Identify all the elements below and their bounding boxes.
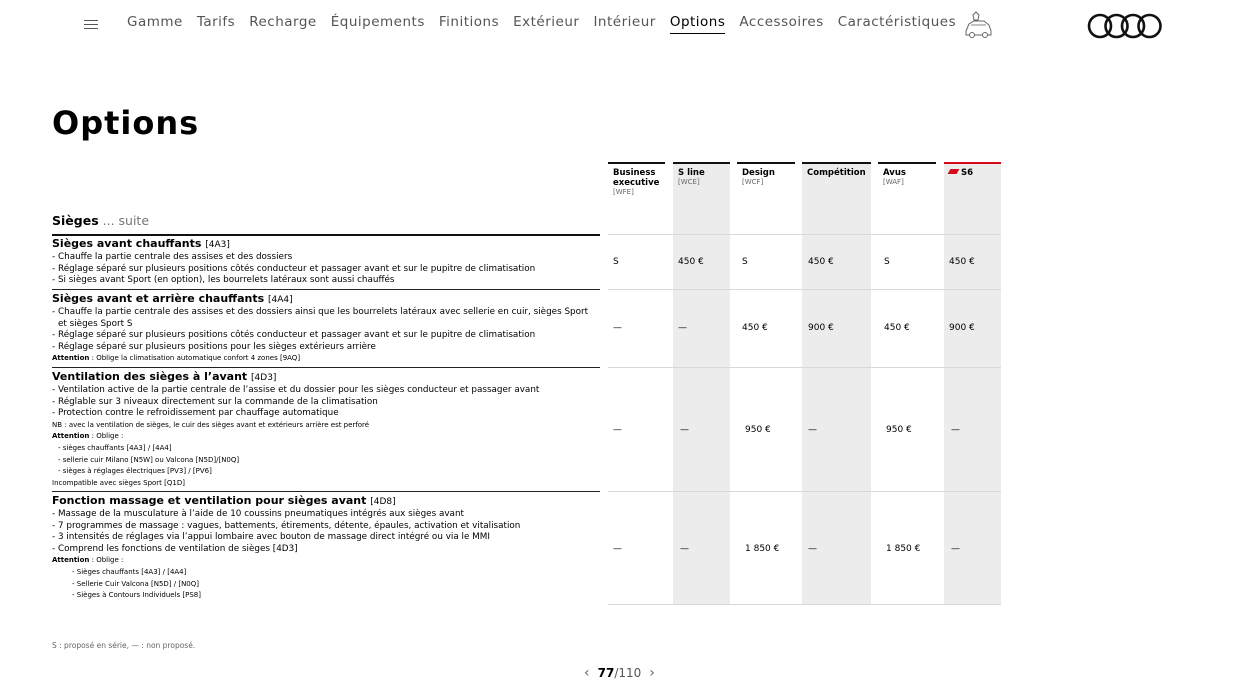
value-cell: —: [808, 425, 817, 435]
column-header-s-line: [673, 162, 730, 202]
option-title-wrap: [52, 292, 600, 307]
nav-item-equipements[interactable]: Équipements: [330, 14, 425, 30]
option-line: - Massage de la musculature à l’aide de 10 coussins pneumatiques intégrés aux sièges avant: [52, 509, 464, 519]
value-cell: —: [951, 544, 960, 554]
option-separator: [52, 289, 600, 290]
value-cell: S: [613, 257, 619, 267]
value-cell: —: [680, 425, 689, 435]
option-code: [4D8]: [370, 497, 396, 507]
option-title: Sièges avant et arrière chauffants: [52, 292, 265, 305]
value-cell: 900 €: [808, 323, 834, 333]
chevron-left-icon[interactable]: ‹: [584, 665, 590, 681]
value-cell: —: [808, 544, 817, 554]
option-separator: [52, 491, 600, 492]
section-divider: [52, 234, 600, 236]
section-title: [52, 213, 149, 228]
option-title-wrap: [52, 237, 600, 252]
option-attention: [52, 431, 600, 443]
column-code: [WCF]: [742, 178, 764, 186]
option-line: - Réglable sur 3 niveaux directement sur la commande de la climatisation: [52, 396, 378, 407]
value-cell: 450 €: [678, 257, 704, 267]
option-line: - Ventilation active de la partie centrale de l’assise et du dossier pour les sièges conducteur et passager avant: [52, 385, 540, 395]
total-pages: /110: [614, 666, 642, 680]
nav-item-finitions[interactable]: Finitions: [438, 14, 500, 30]
top-navigation: [0, 0, 1244, 50]
nav-item-caracteristiques[interactable]: Caractéristiques: [837, 14, 957, 30]
nav-item-accessoires[interactable]: Accessoires: [739, 14, 824, 30]
column-header-business-executive: [608, 162, 665, 202]
chevron-right-icon[interactable]: ›: [649, 665, 655, 681]
option-attention: [52, 555, 600, 567]
car-configurator-icon[interactable]: [962, 11, 994, 41]
option-line: - Chauffe la partie centrale des assises et des dossiers ainsi que les bourrelets latéraux avec sellerie en cuir, sièges Sport: [52, 307, 589, 317]
value-cell: —: [613, 544, 622, 554]
hamburger-menu-icon[interactable]: [84, 20, 98, 30]
option-seats-heated-front: [52, 237, 600, 287]
legend-footnote: S : proposé en série, — : non proposé.: [52, 641, 196, 650]
value-cell: —: [680, 544, 689, 554]
value-cell: 950 €: [886, 425, 912, 435]
value-cell: —: [613, 323, 622, 333]
row-separator: [608, 491, 1001, 492]
nav-item-gamme[interactable]: Gamme: [127, 14, 183, 30]
column-name: Avus: [883, 168, 906, 178]
option-title: Sièges avant chauffants: [52, 237, 202, 250]
attention-label: Attention: [52, 556, 90, 565]
attention-text: : Oblige :: [89, 556, 124, 565]
option-sub-line: - Sièges chauffants [4A3] / [4A4]: [72, 567, 187, 576]
column-header-avus: [878, 162, 936, 202]
value-cell: 950 €: [745, 425, 771, 435]
attention-text: : Oblige :: [89, 432, 124, 441]
attention-label: Attention: [52, 354, 90, 363]
option-sub-line: - sièges à réglages électriques [PV3] / [PV6]: [58, 467, 212, 476]
column-header-s6: [944, 162, 1001, 202]
value-cell: S: [884, 257, 890, 267]
page-title: Options: [52, 104, 200, 142]
option-title-wrap: [52, 370, 600, 385]
column-name: S6: [961, 168, 974, 178]
option-separator: [52, 367, 600, 368]
column-header-design: [737, 162, 795, 202]
column-name: Design: [742, 168, 775, 178]
value-cell: 900 €: [949, 323, 975, 333]
s-badge-icon: [948, 169, 960, 174]
section-title-suite: ... suite: [102, 213, 150, 228]
option-front-seat-ventilation: [52, 370, 600, 489]
option-seats-heated-front-rear: [52, 292, 600, 365]
nav-items: [127, 14, 956, 34]
column-code: [WAF]: [883, 178, 904, 186]
column-header-competition: [802, 162, 871, 202]
column-name: Business executive: [613, 168, 660, 188]
value-cell: 450 €: [742, 323, 768, 333]
value-cell: 450 €: [808, 257, 834, 267]
option-incompatible: Incompatible avec sièges Sport [Q1D]: [52, 478, 185, 487]
option-line: - Chauffe la partie centrale des assises et des dossiers: [52, 252, 293, 262]
option-line: - Réglage séparé sur plusieurs positions côtés conducteur et passager avant et sur le pupitre de climatisation: [52, 263, 536, 274]
row-separator: [608, 234, 1001, 235]
brand-rings-logo: [1087, 12, 1163, 40]
option-attention: [52, 353, 600, 365]
option-code: [4A3]: [205, 240, 230, 250]
option-line: et sièges Sport S: [58, 318, 133, 329]
value-cell: —: [951, 425, 960, 435]
option-sub-line: - sièges chauffants [4A3] / [4A4]: [58, 443, 172, 452]
attention-label: Attention: [52, 432, 90, 441]
option-title: Ventilation des sièges à l’avant: [52, 370, 248, 383]
column-code: [WCE]: [678, 178, 700, 186]
option-line: - 7 programmes de massage : vagues, battements, étirements, détente, épaules, activation et vitalisation: [52, 520, 521, 531]
option-line: - Réglage séparé sur plusieurs positions pour les sièges extérieurs arrière: [52, 341, 376, 352]
current-page: 77: [597, 666, 615, 680]
attention-text: : Oblige la climatisation automatique confort 4 zones [9AQ]: [89, 354, 301, 363]
option-massage-ventilation: [52, 494, 600, 602]
value-cell: 450 €: [884, 323, 910, 333]
option-line: - Si sièges avant Sport (en option), les bourrelets latéraux sont aussi chauffés: [52, 275, 395, 286]
nav-item-exterieur[interactable]: Extérieur: [513, 14, 580, 30]
value-cell: 1 850 €: [886, 544, 921, 554]
column-name: S line: [678, 168, 705, 178]
option-sub-line: - sellerie cuir Milano [N5W] ou Valcona [N5D]/[N0Q]: [58, 455, 240, 464]
nav-item-tarifs[interactable]: Tarifs: [196, 14, 236, 30]
option-sub-line: - Sellerie Cuir Valcona [N5D] / [N0Q]: [72, 579, 199, 588]
row-separator: [608, 604, 1001, 605]
option-line: - 3 intensités de réglages via l’appui lombaire avec bouton de massage direct intégré ou via le MMI: [52, 532, 490, 543]
option-nb: NB : avec la ventilation de sièges, le cuir des sièges avant et extérieurs arrière est perforé: [52, 420, 370, 429]
option-line: - Protection contre le refroidissement par chauffage automatique: [52, 408, 339, 419]
value-cell: —: [678, 323, 687, 333]
option-sub-line: - Sièges à Contours Individuels [PS8]: [72, 591, 201, 600]
column-code: [WFE]: [613, 188, 634, 196]
row-separator: [608, 367, 1001, 368]
option-line: - Réglage séparé sur plusieurs positions côtés conducteur et passager avant et sur le pupitre de climatisation: [52, 330, 536, 341]
option-title-wrap: [52, 494, 600, 509]
row-separator: [608, 289, 1001, 290]
column-name-wrap: [949, 168, 996, 178]
value-cell: S: [742, 257, 748, 267]
nav-item-options[interactable]: Options: [670, 14, 726, 34]
column-name: Compétition: [807, 168, 866, 178]
option-title: Fonction massage et ventilation pour sièges avant: [52, 494, 367, 507]
nav-item-recharge[interactable]: Recharge: [249, 14, 317, 30]
value-cell: 450 €: [949, 257, 975, 267]
pagination: [576, 665, 663, 681]
nav-item-interieur[interactable]: Intérieur: [593, 14, 656, 30]
section-title-text: Sièges: [52, 213, 99, 228]
value-cell: 1 850 €: [745, 544, 780, 554]
option-line: - Comprend les fonctions de ventilation de sièges [4D3]: [52, 543, 298, 554]
option-code: [4D3]: [251, 373, 277, 383]
value-cell: —: [613, 425, 622, 435]
option-code: [4A4]: [268, 295, 293, 305]
